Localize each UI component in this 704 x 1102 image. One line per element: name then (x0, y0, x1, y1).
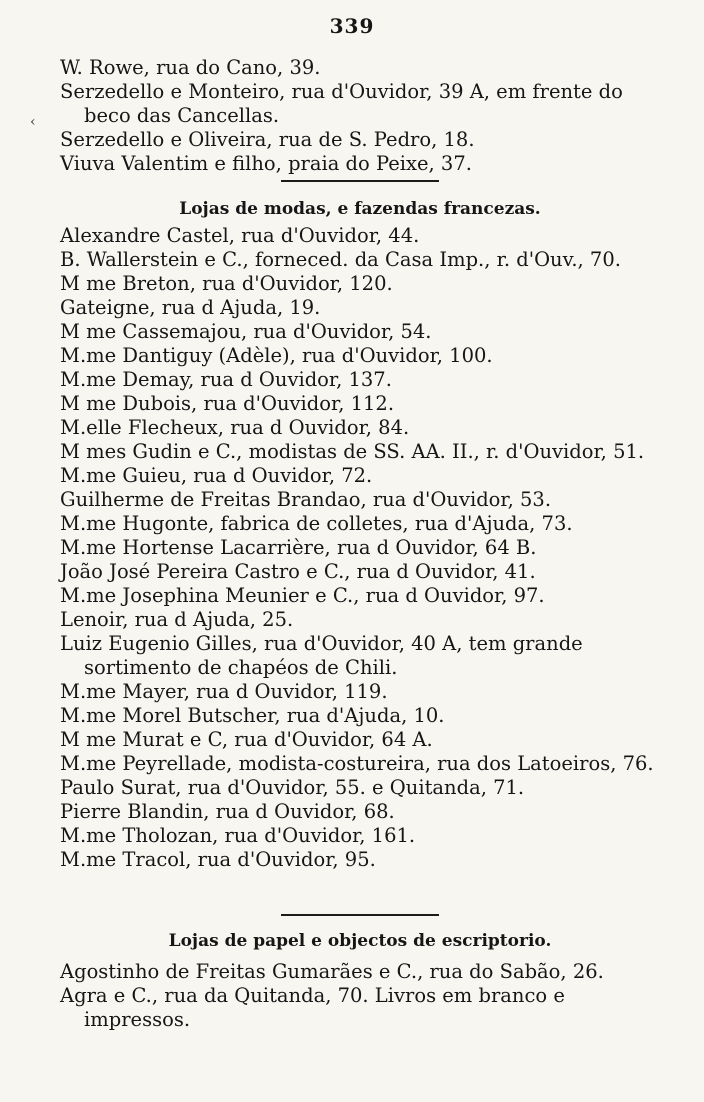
directory-entry (60, 56, 660, 80)
entry-line: M mes Gudin e C., modistas de SS. AA. II., r. d'Ouvidor, 51. (60, 440, 645, 463)
section-papel (60, 914, 660, 1032)
section-modas (60, 180, 660, 872)
entry-line: M.me Peyrellade, modista-costureira, rua dos Latoeiros, 76. (60, 752, 654, 775)
entry-line: M.me Tracol, rua d'Ouvidor, 95. (60, 848, 376, 871)
directory-entry (60, 344, 660, 368)
entry-line: W. Rowe, rua do Cano, 39. (60, 56, 321, 79)
entry-line: Pierre Blandin, rua d Ouvidor, 68. (60, 800, 395, 823)
directory-entry (60, 152, 660, 176)
entry-continuation-line: impressos. (84, 1008, 191, 1031)
directory-entry (60, 80, 660, 128)
directory-entry (60, 464, 660, 488)
entry-line: M.me Josephina Meunier e C., rua d Ouvidor, 97. (60, 584, 545, 607)
directory-entry (60, 704, 660, 728)
directory-entry (60, 368, 660, 392)
entry-line: M.me Demay, rua d Ouvidor, 137. (60, 368, 392, 391)
entry-line: Serzedello e Oliveira, rua de S. Pedro, 18. (60, 128, 475, 151)
directory-entry (60, 224, 660, 248)
entry-line: M.me Guieu, rua d Ouvidor, 72. (60, 464, 373, 487)
entry-line: Agostinho de Freitas Gumarães e C., rua do Sabão, 26. (60, 960, 604, 983)
directory-entry (60, 632, 660, 680)
entry-continuation-line: beco das Cancellas. (84, 104, 280, 127)
entry-line: Viuva Valentim e filho, praia do Peixe, 37. (60, 152, 472, 175)
directory-entry (60, 560, 660, 584)
directory-entry (60, 984, 660, 1032)
entry-line: Serzedello e Monteiro, rua d'Ouvidor, 39 A, em frente do (60, 80, 623, 103)
entry-line: Alexandre Castel, rua d'Ouvidor, 44. (60, 224, 420, 247)
directory-entry (60, 488, 660, 512)
directory-entry (60, 128, 660, 152)
directory-entry (60, 752, 660, 776)
directory-entry (60, 416, 660, 440)
directory-entry (60, 608, 660, 632)
section-modas-entries (60, 224, 660, 872)
directory-entry (60, 680, 660, 704)
entry-line: M me Dubois, rua d'Ouvidor, 112. (60, 392, 395, 415)
entry-line: M.me Dantiguy (Adèle), rua d'Ouvidor, 100. (60, 344, 493, 367)
entry-continuation-line: sortimento de chapéos de Chili. (84, 656, 398, 679)
directory-entry (60, 512, 660, 536)
directory-entry (60, 248, 660, 272)
directory-entry (60, 272, 660, 296)
directory-entry (60, 728, 660, 752)
section-rule (281, 914, 439, 916)
page-number: 339 (329, 14, 375, 38)
directory-entry (60, 296, 660, 320)
entry-line: João José Pereira Castro e C., rua d Ouvidor, 41. (60, 560, 536, 583)
margin-mark: ‹ (30, 114, 36, 130)
top-entries (60, 56, 660, 176)
directory-entry (60, 960, 660, 984)
entry-line: M me Breton, rua d'Ouvidor, 120. (60, 272, 393, 295)
directory-entry (60, 776, 660, 800)
entry-line: Lenoir, rua d Ajuda, 25. (60, 608, 294, 631)
directory-entry (60, 536, 660, 560)
entry-line: M.me Hugonte, fabrica de colletes, rua d'Ajuda, 73. (60, 512, 573, 535)
entry-line: Gateigne, rua d Ajuda, 19. (60, 296, 321, 319)
section-heading: Lojas de modas, e fazendas francezas. (179, 199, 541, 219)
entry-line: M.me Morel Butscher, rua d'Ajuda, 10. (60, 704, 445, 727)
directory-entry (60, 848, 660, 872)
entry-line: M.me Tholozan, rua d'Ouvidor, 161. (60, 824, 416, 847)
section-heading: Lojas de papel e objectos de escriptorio. (168, 931, 552, 951)
entry-line: Luiz Eugenio Gilles, rua d'Ouvidor, 40 A, tem grande (60, 632, 583, 655)
entry-line: M.me Hortense Lacarrière, rua d Ouvidor, 64 B. (60, 536, 537, 559)
entry-line: Paulo Surat, rua d'Ouvidor, 55. e Quitanda, 71. (60, 776, 525, 799)
directory-entry (60, 584, 660, 608)
directory-entry (60, 320, 660, 344)
entry-line: Agra e C., rua da Quitanda, 70. Livros em branco e (60, 984, 565, 1007)
directory-entry (60, 824, 660, 848)
entry-line: B. Wallerstein e C., forneced. da Casa Imp., r. d'Ouv., 70. (60, 248, 621, 271)
directory-entry (60, 440, 660, 464)
directory-entry (60, 800, 660, 824)
section-rule (281, 180, 439, 182)
directory-entry (60, 392, 660, 416)
entry-line: Guilherme de Freitas Brandao, rua d'Ouvidor, 53. (60, 488, 552, 511)
entry-line: M me Murat e C, rua d'Ouvidor, 64 A. (60, 728, 433, 751)
entry-line: M.elle Flecheux, rua d Ouvidor, 84. (60, 416, 410, 439)
section-papel-entries (60, 960, 660, 1032)
entry-line: M me Cassemajou, rua d'Ouvidor, 54. (60, 320, 432, 343)
entry-line: M.me Mayer, rua d Ouvidor, 119. (60, 680, 388, 703)
